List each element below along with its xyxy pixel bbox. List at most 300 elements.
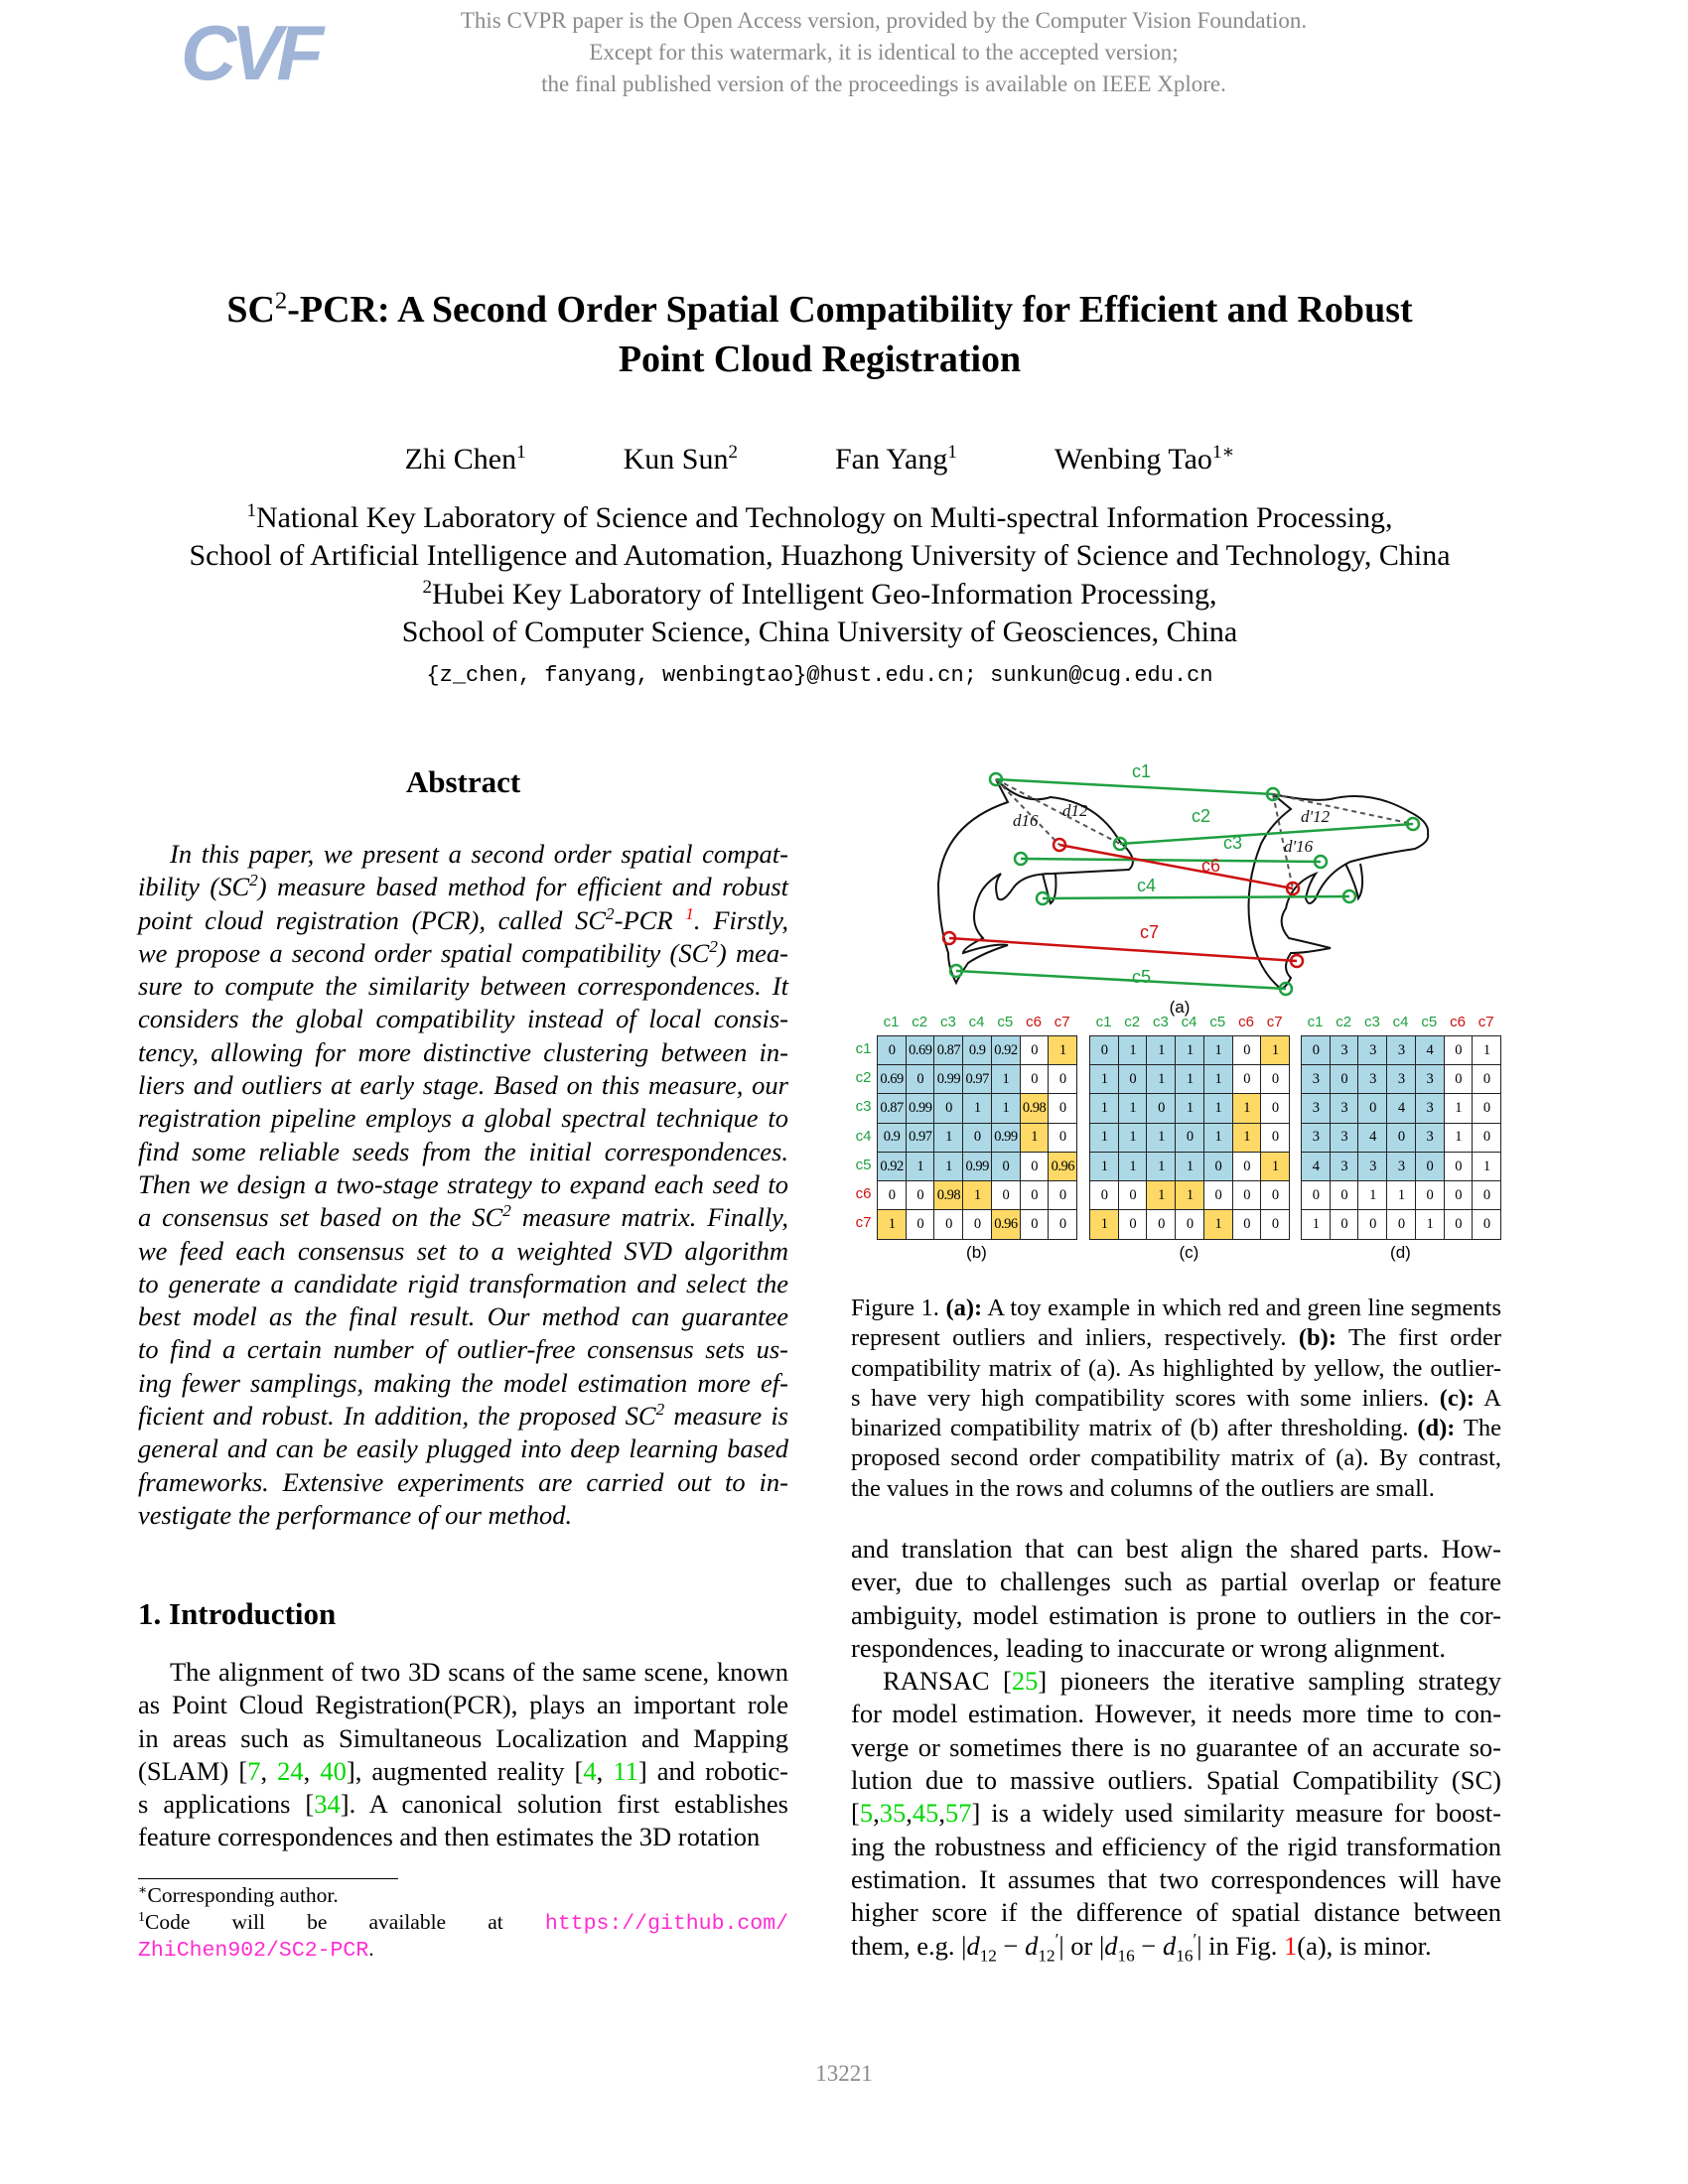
text-line [138,838,788,871]
text-run: ], augmented reality [ [346,1755,584,1786]
matrix-column-header: c1 [1307,1014,1324,1030]
matrix-c-cell: 1 [1089,1152,1119,1182]
matrix-d-cell: 1 [1444,1093,1474,1124]
text-line [138,1333,788,1366]
matrix-b-cell: 0 [1048,1064,1077,1095]
matrix-column-header: c7 [1054,1014,1070,1030]
text-run: Corresponding author. [147,1883,339,1907]
figure-1a-diagram [894,754,1450,1023]
citation-link[interactable]: 7 [247,1755,261,1786]
text-run: ibility (SC [138,872,250,902]
text-run: , [303,1755,321,1786]
panel-label-b: (b) [966,1243,987,1262]
matrix-c-cell: 1 [1089,1064,1119,1095]
matrix-b-cell: 0 [1048,1180,1077,1211]
matrix-b-cell: 0.99 [906,1093,935,1124]
matrix-c-cell: 1 [1175,1035,1204,1066]
matrix-b-cell: 0.92 [877,1152,907,1182]
matrix-b-cell: 0 [1020,1180,1050,1211]
correspondence-line-c4 [1043,896,1349,898]
text-run: find some reliable seeds from the initial correspondences. [138,1136,788,1166]
text-run: ing fewer samplings, making the model estimation more ef- [138,1367,788,1398]
matrix-b-cell: 1 [962,1180,992,1211]
matrix-c-cell: 0 [1260,1064,1290,1095]
matrix-c-cell: 1 [1118,1093,1148,1124]
matrix-row-header: c2 [855,1069,872,1087]
matrix-b-cell: 1 [877,1209,907,1240]
text-run: d [1025,1930,1039,1961]
matrix-c-cell: 1 [1089,1209,1119,1240]
text-run: d [966,1930,980,1961]
citation-link[interactable]: 35 [879,1798,907,1829]
citation-link[interactable]: 45 [912,1798,939,1829]
matrix-b-cell: 1 [1048,1035,1077,1066]
matrix-d-cell: 0 [1301,1035,1331,1066]
matrix-b-cell: 0 [1048,1123,1077,1154]
text-run: for model estimation. However, it needs more time to con- [851,1699,1501,1729]
matrix-d-cell: 3 [1415,1093,1445,1124]
matrix-c-cell: 1 [1146,1123,1176,1154]
correspondence-line-c5 [956,971,1286,989]
matrix-d-cell: 0 [1386,1123,1416,1154]
matrix-c-cell: 0 [1146,1093,1176,1124]
text-run: Code will be available at [144,1910,545,1934]
matrix-b-cell: 0 [1048,1209,1077,1240]
matrix-b-cell: 1 [991,1064,1021,1095]
text-run: -PCR [614,904,686,935]
text-run: general and can be easily plugged into deep learning based [138,1433,788,1464]
text-line [851,1665,1501,1698]
matrix-c-cell: 1 [1089,1123,1119,1154]
text-line [851,1566,1501,1598]
matrix-b-cell: 0 [933,1093,963,1124]
text-run: them, e.g. | [851,1930,967,1961]
matrix-c-cell: 0 [1260,1123,1290,1154]
text-line [851,1930,1501,1963]
text-line [138,1466,788,1499]
text-run: estimation. It assumes that two correspondences will have [851,1863,1501,1894]
text-run: to find a certain number of outlier-free consensus sets us- [138,1334,788,1365]
matrix-c-cell: 0 [1232,1152,1262,1182]
matrix-b-cell: 0 [1020,1209,1050,1240]
text-run: 12 [1038,1945,1055,1965]
affiliation: School of Computer Science, China University of Geosciences, China [401,614,1238,648]
matrix-b-cell: 1 [1020,1123,1050,1154]
label-d16: d16 [1013,811,1039,830]
matrix-c-cell: 0 [1146,1209,1176,1240]
matrix-c-cell: 0 [1089,1180,1119,1211]
text-run: | in Fig. [1196,1930,1284,1961]
matrix-b-cell: 0.96 [1048,1152,1077,1182]
text-line [138,1755,788,1788]
label-d16-prime: d'16 [1284,837,1314,856]
text-run: ) measure based method for efficient and robust [257,872,789,902]
citation-link[interactable]: 11 [613,1755,638,1786]
matrix-column-header: c7 [1266,1014,1283,1030]
panel-label-c: (c) [1179,1243,1199,1262]
text-run: lution due to massive outliers. Spatial Compatibility (SC) [851,1765,1501,1796]
text-run: , [873,1798,880,1829]
matrix-c-cell: 0 [1203,1152,1233,1182]
matrix-b-cell: 0.9 [962,1035,992,1066]
text-run: (d): [1417,1415,1456,1442]
text-run: sure to compute the similarity between correspondences. It [138,971,788,1002]
matrix-d-cell: 4 [1386,1093,1416,1124]
matrix-row-header: c7 [855,1214,872,1232]
text-run: to generate a candidate rigid transformation and select the [138,1268,788,1298]
text-line [138,1722,788,1755]
correspondence-label-c2: c2 [1192,806,1211,826]
matrix-b-cell: 1 [933,1152,963,1182]
matrix-c-cell: 0 [1118,1064,1148,1095]
matrix-b-cell: 0 [962,1209,992,1240]
matrix-b-cell: 0.98 [1020,1093,1050,1124]
citation-link[interactable]: 24 [277,1755,304,1786]
citation-link[interactable]: 40 [320,1755,347,1786]
affiliation: $^2$Hubei Key Laboratory of Intelligent Geo-Information Processing, [422,576,1217,611]
correspondence-label-c4: c4 [1137,876,1157,895]
matrix-c-cell: 1 [1146,1180,1176,1211]
matrix-d-cell: 0 [1444,1152,1474,1182]
matrix-d-cell: 1 [1472,1152,1501,1182]
text-line [138,1367,788,1400]
text-run: liers and outliers at early stage. Based on this measure, our [138,1070,788,1101]
text-line [851,1764,1501,1797]
abstract-body [138,838,788,1532]
matrix-b-cell: 0.96 [991,1209,1021,1240]
introduction-heading: 1. Introduction [138,1596,337,1631]
text-run: The [1455,1415,1501,1442]
matrix-column-header: c6 [1450,1014,1466,1030]
text-run: 2 [249,871,258,890]
author-emails: {z_chen, fanyang, wenbingtao}@hust.edu.cn; sunkun@cug.edu.cn [426,663,1213,688]
matrix-column-header: c2 [1124,1014,1141,1030]
matrix-c-cell: 1 [1146,1064,1176,1095]
text-run: ] pioneers the iterative sampling strategy [1038,1666,1501,1697]
text-run: A toy example in which red and green line segments [982,1295,1501,1321]
matrix-b-cell: 0.99 [991,1123,1021,1154]
text-run: best model as the final result. Our method can guarantee [138,1301,788,1332]
text-run: higher score if the difference of spatial distance between [851,1897,1501,1928]
author-list [138,443,1501,477]
text-run: 2 [655,1400,665,1420]
matrix-b-cell: 0 [877,1035,907,1066]
text-line [138,1821,788,1853]
text-run: , [260,1755,278,1786]
label-d12: d12 [1062,801,1088,820]
matrix-b-cell: 0 [877,1180,907,1211]
text-run: d [1104,1930,1118,1961]
text-run: ambiguity, model estimation is prone to outliers in the cor- [851,1599,1501,1630]
affiliation: School of Artificial Intelligence and Automation, Huazhong University of Science and Technology, China [189,539,1451,573]
label-d12-prime: d'12 [1301,807,1331,826]
text-run: ′ [1055,1929,1059,1949]
code-url-link[interactable]: https://github.com/ [544,1912,788,1936]
citation-link[interactable]: 57 [944,1798,972,1829]
text-run: , [938,1798,945,1829]
matrix-d-cell: 0 [1444,1035,1474,1066]
text-run: The first order [1336,1324,1501,1352]
text-run: − [996,1930,1026,1961]
matrix-b-cell: 0.97 [906,1123,935,1154]
matrix-row-header: c3 [855,1098,872,1116]
text-run: A [1475,1384,1501,1412]
matrix-column-header: c7 [1477,1014,1494,1030]
matrix-c-cell: 1 [1203,1209,1233,1240]
matrix-b-cell: 0.99 [933,1064,963,1095]
matrix-b-cell: 0.69 [877,1064,907,1095]
correspondence-label-c7: c7 [1140,922,1160,942]
text-run: verge or sometimes there is no guarantee of an accurate so- [851,1731,1501,1762]
matrix-b-cell: 0 [1020,1064,1050,1095]
text-line [138,904,788,937]
text-run: ′ [1193,1929,1197,1949]
right-column-body [851,1533,1501,1963]
introduction-body [138,1656,788,1854]
matrix-b-cell: 0.9 [877,1123,907,1154]
text-line [138,1036,788,1069]
matrix-c-cell: 1 [1118,1152,1148,1182]
text-line [851,1831,1501,1863]
matrix-d-cell: 1 [1415,1209,1445,1240]
text-run: measure matrix. Finally, [510,1202,788,1233]
matrix-column-header: c3 [1152,1014,1169,1030]
text-run: 16 [1117,1945,1135,1965]
text-line [851,1632,1501,1665]
text-run: we propose a second order spatial compatibility (SC [138,937,710,968]
text-line [851,1731,1501,1764]
text-run: ] is a widely used similarity measure for boost- [971,1798,1501,1829]
text-line [138,1069,788,1102]
matrix-c-cell: 1 [1232,1093,1262,1124]
reference-link[interactable]: 1 [685,903,694,923]
text-run: registration pipeline employs a global spectral technique to [138,1103,788,1134]
text-line [138,1400,788,1433]
text-run: in areas such as Simultaneous Localization and Mapping [138,1722,788,1753]
matrix-d-cell: 3 [1357,1064,1387,1095]
text-run: − [1134,1930,1163,1961]
text-run: . Firstly, [693,904,789,935]
text-line [138,937,788,970]
matrix-c-cell: 1 [1203,1123,1233,1154]
matrix-d-cell: 0 [1472,1123,1501,1154]
text-run: , [906,1798,913,1829]
correspondence-label-c1: c1 [1132,761,1152,781]
paper-title [138,285,1501,384]
text-run: proposed second order compatibility matrix of (a). By contrast, [851,1444,1501,1472]
matrix-b-cell: 0.92 [991,1035,1021,1066]
matrix-d-cell: 0 [1444,1209,1474,1240]
matrix-d-cell: 0 [1472,1093,1501,1124]
matrix-b-cell: 0 [1048,1093,1077,1124]
citation-link[interactable]: 34 [314,1789,341,1820]
matrix-c-cell: 1 [1175,1152,1204,1182]
text-run: 1 [138,1909,145,1925]
text-run: ] and robotic- [637,1755,789,1786]
matrix-b-cell: 0.87 [877,1093,907,1124]
text-line [138,1433,788,1465]
text-run: (SLAM) [ [138,1755,248,1786]
text-run: (c): [1439,1384,1476,1412]
matrix-d-cell: 1 [1357,1180,1387,1211]
text-line [851,1294,1501,1323]
matrix-column-header: c1 [883,1014,900,1030]
matrix-column-header: c3 [1363,1014,1380,1030]
correspondence-line-c7 [949,938,1297,961]
watermark-notice [387,5,1380,100]
reference-link[interactable]: 1 [1284,1930,1298,1961]
matrix-row-header: c4 [855,1127,872,1145]
correspondence-label-c5: c5 [1132,967,1152,987]
text-run: | or | [1058,1930,1105,1961]
text-run: , [596,1755,614,1786]
matrix-c-cell: 0 [1260,1093,1290,1124]
text-line [138,1936,788,1963]
text-line [138,871,788,903]
matrix-b-cell: 0 [1020,1152,1050,1182]
page-number: 13221 [815,2061,873,2086]
matrix-c-cell: 1 [1118,1123,1148,1154]
text-run: Figure 1. [851,1295,946,1321]
matrix-column-header: c3 [939,1014,956,1030]
matrix-b-cell: 0.69 [906,1035,935,1066]
matrix-d-cell: 1 [1386,1180,1416,1211]
text-run: ) mea- [717,937,788,968]
matrix-d-cell: 3 [1357,1035,1387,1066]
text-line [851,1797,1501,1830]
author: Wenbing Tao$^{1∗}$ [1054,442,1235,476]
matrix-d-cell: 0 [1444,1064,1474,1095]
text-run: vestigate the performance of our method. [138,1499,573,1530]
matrix-b-cell: 0 [991,1180,1021,1211]
matrix-d-cell: 3 [1330,1093,1359,1124]
matrix-d-cell: 0 [1357,1209,1387,1240]
matrix-column-header: c1 [1095,1014,1112,1030]
matrix-column-header: c2 [912,1014,928,1030]
matrix-b-cell: 1 [933,1123,963,1154]
matrix-d-cell: 0 [1330,1180,1359,1211]
matrix-d-cell: 3 [1415,1123,1445,1154]
matrix-c-cell: 0 [1232,1180,1262,1211]
citation-link[interactable]: 4 [583,1755,597,1786]
matrix-c-cell: 0 [1175,1123,1204,1154]
text-line [138,1656,788,1689]
matrix-b-cell: 1 [906,1152,935,1182]
code-url-link[interactable]: ZhiChen902/SC2-PCR [138,1939,369,1963]
matrix-d-cell: 0 [1301,1180,1331,1211]
correspondence-line-c3 [1021,859,1321,862]
matrix-d-cell: 3 [1330,1123,1359,1154]
footnote-rule [138,1878,398,1879]
matrix-d-cell: 3 [1330,1152,1359,1182]
matrix-d-cell: 3 [1357,1152,1387,1182]
text-line [851,1384,1501,1414]
footnotes [138,1882,788,1963]
title-line-2: Point Cloud Registration [618,339,1022,380]
matrix-d-cell: 3 [1330,1035,1359,1066]
text-line [851,1863,1501,1896]
text-line [138,1168,788,1201]
text-line [138,1102,788,1135]
text-line [138,1235,788,1268]
figure-caption [851,1294,1501,1504]
text-run: ever, due to challenges such as partial overlap or feature [851,1567,1501,1597]
matrix-c-cell: 1 [1232,1123,1262,1154]
author: Fan Yang$^1$ [834,442,957,476]
text-run: RANSAC [ [883,1666,1012,1697]
text-run: 2 [606,903,615,923]
text-line [138,1136,788,1168]
matrix-d-cell: 3 [1301,1123,1331,1154]
matrix-c-cell: 0 [1089,1035,1119,1066]
text-run: tency, allowing for more distinctive clustering between in- [138,1036,788,1067]
text-line [851,1414,1501,1443]
matrix-c-cell: 1 [1203,1093,1233,1124]
text-line [138,1201,788,1234]
matrix-b-cell: 0 [991,1152,1021,1182]
matrix-column-header: c4 [1181,1014,1197,1030]
citation-link[interactable]: 25 [1011,1666,1039,1697]
text-run: represent outliers and inliers, respectively. [851,1324,1299,1352]
abstract-heading: Abstract [405,764,521,799]
matrix-c-cell: 0 [1175,1209,1204,1240]
text-line [851,1698,1501,1730]
text-line [851,1533,1501,1566]
matrix-column-header: c6 [1026,1014,1042,1030]
matrix-row-header: c1 [855,1040,872,1057]
matrix-column-header: c5 [997,1014,1014,1030]
matrix-d-cell: 3 [1301,1093,1331,1124]
matrix-b-cell: 0 [933,1209,963,1240]
matrix-b-cell: 0 [906,1209,935,1240]
text-line [851,1474,1501,1504]
matrix-d-cell: 0 [1472,1064,1501,1095]
matrix-d-cell: 4 [1415,1035,1445,1066]
watermark-line: This CVPR paper is the Open Access version, provided by the Computer Vision Foundation. [460,8,1308,33]
author: Kun Sun$^2$ [623,442,738,476]
watermark-line: Except for this watermark, it is identical to the accepted version; [589,40,1179,65]
text-run: compatibility matrix of (a). As highlighted by yellow, the outlier- [851,1354,1501,1382]
matrix-d-cell: 1 [1444,1123,1474,1154]
text-run: as Point Cloud Registration(PCR), plays an important role [138,1690,788,1720]
text-line [851,1354,1501,1384]
title-text: -PCR: A Second Order Spatial Compatibility for Efficient and Robust [287,289,1413,331]
text-run: In this paper, we present a second order spatial compat- [170,839,788,869]
text-run: s applications [ [138,1789,315,1820]
text-run: point cloud registration (PCR), called SC [138,904,607,935]
citation-link[interactable]: 5 [859,1798,874,1829]
correspondence-label-c3: c3 [1223,833,1243,853]
text-run: Then we design a two-stage strategy to expand each seed to [138,1168,788,1199]
matrix-d-cell: 3 [1386,1152,1416,1182]
panel-label-a: (a) [1169,998,1191,1017]
matrix-d-cell: 1 [1472,1035,1501,1066]
text-run: ∗ [138,1882,148,1898]
matrix-c-cell: 1 [1089,1093,1119,1124]
affiliation: $^1$National Key Laboratory of Science and Technology on Multi-spectral Information Processing, [246,500,1393,534]
matrix-column-header: c5 [1209,1014,1226,1030]
title-text: SC [226,289,275,331]
correspondence-line-c1 [996,779,1273,794]
text-line [138,1909,788,1936]
watermark-line: the final published version of the proceedings is available on IEEE Xplore. [541,71,1226,96]
matrix-c-cell: 1 [1260,1152,1290,1182]
text-run: ]. A canonical solution first establishes [340,1789,788,1820]
text-line [851,1599,1501,1632]
correspondence-line-c2 [1120,824,1413,844]
text-line [138,1689,788,1721]
matrix-d-cell: 3 [1301,1064,1331,1095]
